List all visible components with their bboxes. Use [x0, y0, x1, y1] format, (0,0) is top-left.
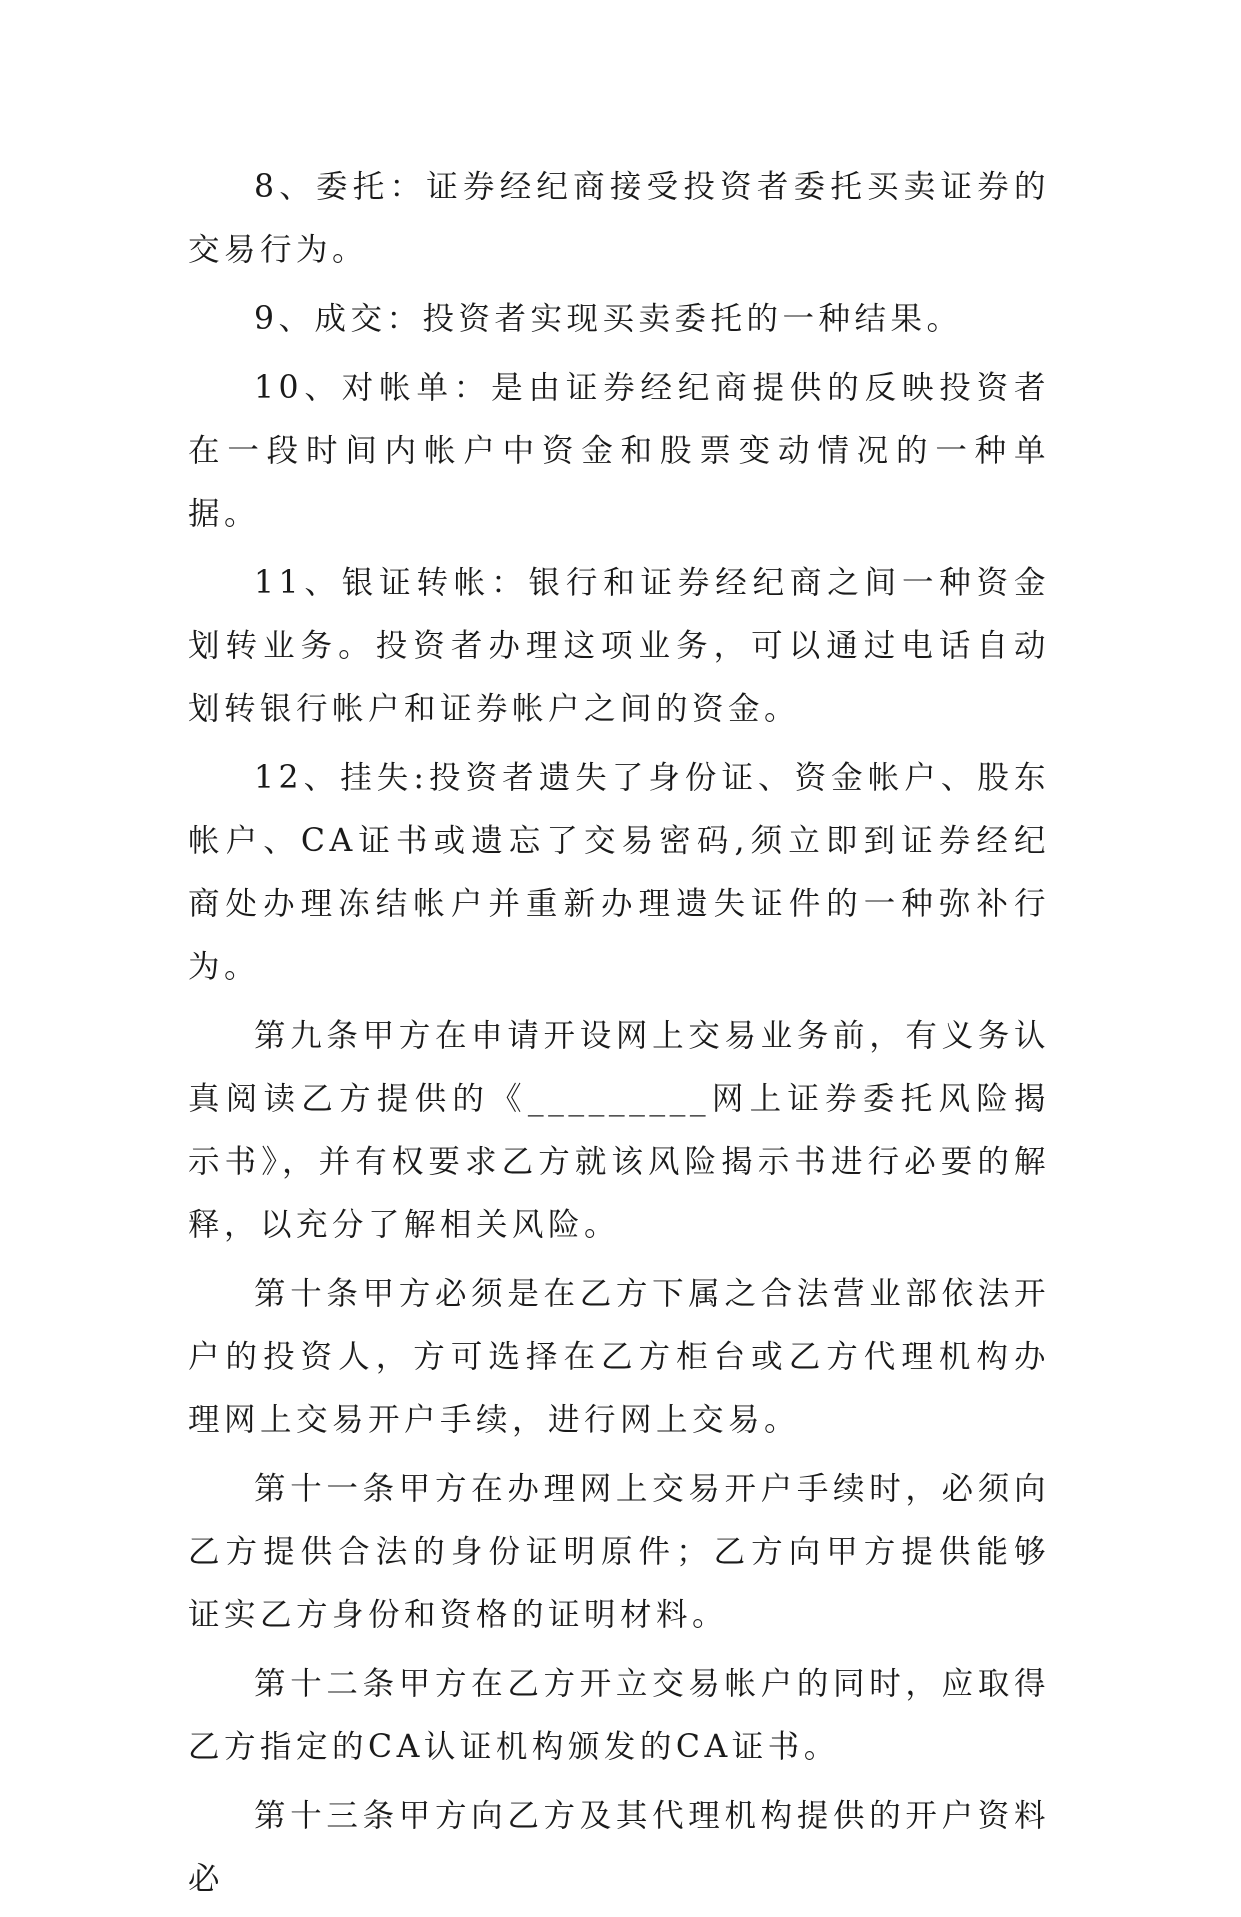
paragraph-article-13: 第十三条甲方向乙方及其代理机构提供的开户资料必	[188, 1798, 1050, 1897]
paragraph-article-10: 第十条甲方必须是在乙方下属之合法营业部依法开户的投资人，方可选择在乙方柜台或乙方代理机构办理网上交易开户手续，进行网上交易。	[188, 1276, 1050, 1438]
paragraph-entrust: 8、委托：证券经纪商接受投资者委托买卖证券的交易行为。	[188, 169, 1050, 268]
document-body	[188, 156, 1050, 1917]
paragraph-statement: 10、对帐单：是由证券经纪商提供的反映投资者在一段时间内帐户中资金和股票变动情况的一种单据。	[188, 370, 1050, 532]
paragraph-bank-transfer: 11、银证转帐：银行和证券经纪商之间一种资金划转业务。投资者办理这项业务，可以通过电话自动划转银行帐户和证券帐户之间的资金。	[188, 565, 1050, 727]
paragraph-article-9: 第九条甲方在申请开设网上交易业务前，有义务认真阅读乙方提供的《_________网上证券委托风险揭示书》，并有权要求乙方就该风险揭示书进行必要的解释，以充分了解相关风险。	[188, 1018, 1050, 1243]
paragraph-transaction: 9、成交：投资者实现买卖委托的一种结果。	[254, 301, 963, 337]
paragraph-article-11: 第十一条甲方在办理网上交易开户手续时，必须向乙方提供合法的身份证明原件；乙方向甲方提供能够证实乙方身份和资格的证明材料。	[188, 1471, 1050, 1633]
paragraph-article-12: 第十二条甲方在乙方开立交易帐户的同时，应取得乙方指定的CA认证机构颁发的CA证书。	[188, 1666, 1050, 1765]
paragraph-report-loss: 12、挂失:投资者遗失了身份证、资金帐户、股东帐户、CA证书或遗忘了交易密码,须立即到证券经纪商处办理冻结帐户并重新办理遗失证件的一种弥补行为。	[188, 760, 1050, 985]
